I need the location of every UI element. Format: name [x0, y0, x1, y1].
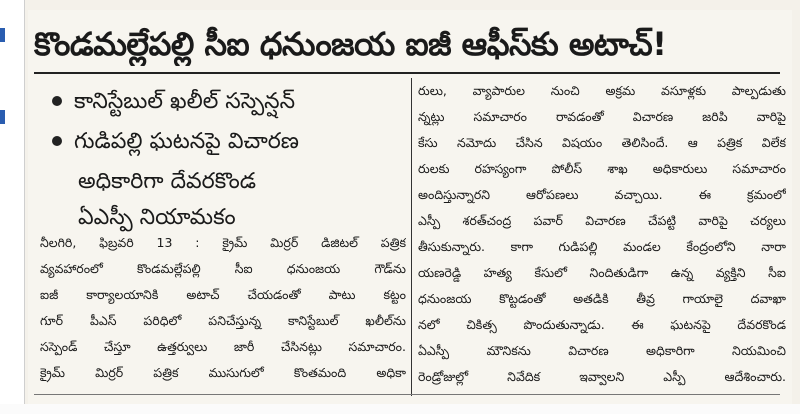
subhead-text: గుడిపల్లి ఘటనపై విచారణ	[74, 129, 299, 154]
body-line: ఐజీ కార్యాలయానికి అటాచ్ చేయడంతో పాటు కట్టం	[40, 287, 406, 302]
body-line: నీలగిరి, ఫిబ్రవరి 13 : క్రైమ్ మిర్రర్ డిజిటల్ పత్రిక	[40, 235, 406, 250]
adjacent-page-edge	[0, 0, 25, 414]
subhead-continued: ఏఎస్పీ నియామకం	[78, 205, 236, 230]
body-line: సస్పెండ్ చేస్తూ ఉత్తర్వులు జారీ చేసినట్లు సమాచారం.	[40, 339, 406, 354]
body-line: గూర్ పీఎస్ పరిధిలో పనిచేస్తున్న కానిస్టేబుల్ ఖలీల్‌ను	[40, 313, 406, 328]
body-line: తీసుకున్నారు. కాగా గుడిపల్లి మండల కేంద్రంలోని నారా	[418, 239, 786, 254]
subhead-text: కానిస్టేబుల్ ఖలీల్ సస్పెన్షన్	[74, 89, 296, 114]
bottom-rule	[34, 394, 780, 395]
body-line: ఏఎస్పీ మౌనికను విచారణ అధికారిగా నియమించి	[418, 343, 786, 358]
body-line: కేసు నమోదు చేసిన విషయం తెలిసిందే. ఆ పత్రిక విలేక	[418, 135, 786, 150]
body-line: ధనుంజయ కొట్టడంతో అతడికి తీవ్ర గాయాలై దవాఖా	[418, 291, 786, 306]
page-bottom-edge	[0, 404, 800, 414]
subhead	[52, 124, 407, 160]
subhead-continued: అధికారిగా దేవరకొండ	[78, 169, 257, 194]
headline-rule	[34, 72, 780, 74]
edge-mark	[0, 28, 5, 42]
body-line: క్రైమ్ మిర్రర్ పత్రిక ముసుగులో కొంతమంది అధికా	[40, 365, 406, 380]
body-line: వ్యవహారంలో కొండమల్లేపల్లి సీఐ ధనుంజయ గౌడ్‌ను	[40, 261, 406, 276]
body-line: రులు, వ్యాపారుల నుంచి అక్రమ వసూళ్లకు పాల్పడుతు	[418, 83, 786, 98]
body-line: నలో చికిత్స పొందుతున్నాడు. ఈ ఘటనపై దేవరకొండ	[418, 317, 786, 332]
body-line: రెండ్రోజుల్లో నివేదిక ఇవ్వాలని ఎస్పీ ఆదేశించారు.	[418, 369, 786, 384]
body-line: అందిస్తున్నారని ఆరోపణలు వచ్చాయి. ఈ క్రమంలో	[418, 187, 786, 202]
body-line: రులకు రహస్యంగా పోలీస్ శాఖ అధికారులు సమాచారం	[418, 161, 786, 176]
column-divider	[411, 78, 412, 396]
subhead	[52, 84, 407, 120]
body-line: న్నట్లు సమాచారం రావడంతో విచారణ జరిపి వారిపై	[418, 109, 786, 124]
bullet-icon	[52, 136, 62, 146]
edge-mark	[0, 110, 5, 124]
body-line: యణరెడ్డి హత్య కేసులో నిందితుడిగా ఉన్న వ్యక్తిని సీఐ	[418, 265, 786, 280]
body-line: ఎస్పీ శరత్‌చంద్ర పవార్ విచారణ చేపట్టి వారిపై చర్యలు	[418, 213, 786, 228]
headline: కొండమల్లేపల్లి సీఐ ధనుంజయ ఐజీ ఆఫీస్‌కు అటాచ్!	[34, 25, 667, 63]
bullet-icon	[52, 96, 62, 106]
